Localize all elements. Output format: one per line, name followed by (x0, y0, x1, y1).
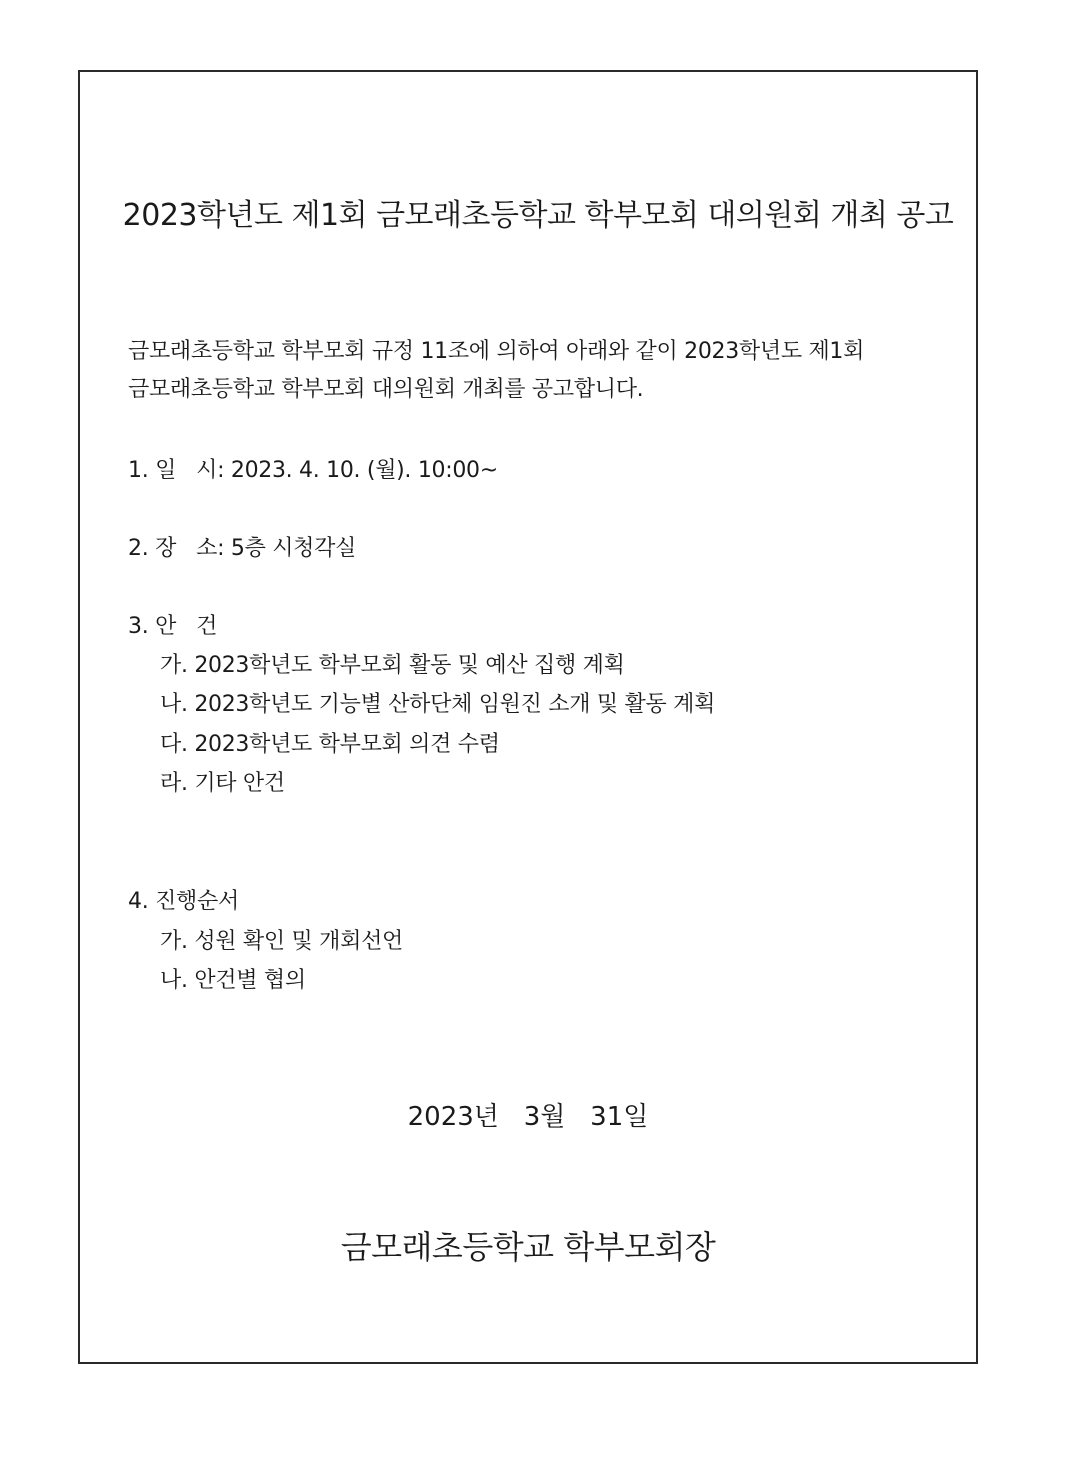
item-agenda-heading: 3. 안 건 (128, 614, 218, 639)
intro-line-1: 금모래초등학교 학부모회 규정 11조에 의하여 아래와 같이 2023학년도 제1회 (128, 339, 865, 364)
intro-paragraph (128, 333, 948, 409)
procedure-sub-item: 나. 안건별 협의 (160, 968, 306, 993)
intro-line-2: 금모래초등학교 학부모회 대의원회 개최를 공고합니다. (128, 377, 644, 402)
agenda-sub-item: 라. 기타 안건 (160, 771, 285, 796)
item-procedure-heading: 4. 진행순서 (128, 889, 239, 914)
document-title: 2023학년도 제1회 금모래초등학교 학부모회 대의원회 개최 공고 (122, 198, 954, 233)
agenda-sub-item: 다. 2023학년도 학부모회 의견 수렴 (160, 732, 500, 757)
agenda-sub-item: 가. 2023학년도 학부모회 활동 및 예산 집행 계획 (160, 653, 625, 678)
agenda-sub-item: 나. 2023학년도 기능별 산하단체 임원진 소개 및 활동 계획 (160, 692, 716, 717)
signer-name: 금모래초등학교 학부모회장 (340, 1228, 716, 1266)
item-datetime: 1. 일 시: 2023. 4. 10. (월). 10:00~ (128, 458, 498, 483)
procedure-sub-item: 가. 성원 확인 및 개회선언 (160, 929, 403, 954)
item-place: 2. 장 소: 5층 시청각실 (128, 536, 357, 561)
notice-date: 2023년 3월 31일 (407, 1102, 649, 1132)
